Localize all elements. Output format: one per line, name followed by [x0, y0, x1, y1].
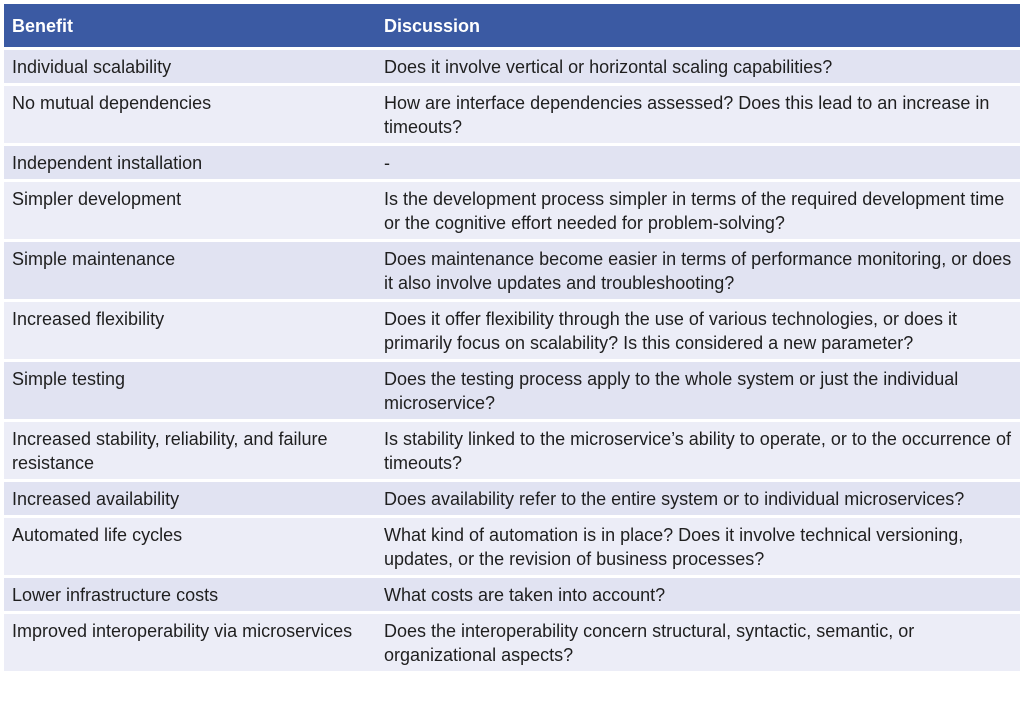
discussion-cell: Does the testing process apply to the whole system or just the individual microservice? — [384, 369, 959, 413]
table-row — [4, 362, 1020, 422]
benefit-cell: Increased stability, reliability, and failure resistance — [12, 429, 328, 473]
table-row — [4, 578, 1020, 614]
discussion-cell: Does availability refer to the entire system or to individual microservices? — [384, 489, 965, 509]
discussion-cell: Does it offer flexibility through the use of various technologies, or does it primarily focus on scalability? Is this considered a new parameter? — [384, 309, 957, 353]
table-row — [4, 146, 1020, 182]
discussion-cell: What costs are taken into account? — [384, 585, 666, 605]
discussion-cell: What kind of automation is in place? Does it involve technical versioning, updates, or the revision of business processes? — [384, 525, 964, 569]
table-row — [4, 86, 1020, 146]
benefit-cell: Independent installation — [12, 153, 203, 173]
discussion-cell: Does maintenance become easier in terms of performance monitoring, or does it also involve updates and troubleshooting? — [384, 249, 1012, 293]
discussion-cell: Is stability linked to the microservice’s ability to operate, or to the occurrence of timeouts? — [384, 429, 1011, 473]
table-row — [4, 422, 1020, 482]
table-row — [4, 302, 1020, 362]
header-discussion: Discussion — [384, 15, 481, 36]
benefit-cell: Increased availability — [12, 489, 180, 509]
table-row — [4, 482, 1020, 518]
discussion-cell: Does it involve vertical or horizontal scaling capabilities? — [384, 57, 833, 77]
benefit-cell: No mutual dependencies — [12, 93, 212, 113]
benefit-cell: Automated life cycles — [12, 525, 183, 545]
benefit-cell: Simple maintenance — [12, 249, 176, 269]
header-benefit: Benefit — [12, 15, 74, 36]
table-row — [4, 242, 1020, 302]
discussion-cell: How are interface dependencies assessed? Does this lead to an increase in timeouts? — [384, 93, 990, 137]
benefit-cell: Increased flexibility — [12, 309, 165, 329]
table-row — [4, 50, 1020, 86]
benefit-cell: Simpler development — [12, 189, 182, 209]
benefit-cell: Individual scalability — [12, 57, 172, 77]
benefit-cell: Simple testing — [12, 369, 126, 389]
benefit-cell: Improved interoperability via microservices — [12, 621, 353, 641]
table-row — [4, 518, 1020, 578]
discussion-cell: Does the interoperability concern structural, syntactic, semantic, or organizational aspects? — [384, 621, 915, 665]
table-row — [4, 614, 1020, 674]
discussion-cell: Is the development process simpler in terms of the required development time or the cognitive effort needed for problem-solving? — [384, 189, 1005, 233]
table-row — [4, 182, 1020, 242]
table-header-row — [4, 4, 1020, 50]
benefits-table — [4, 4, 1020, 674]
benefit-cell: Lower infrastructure costs — [12, 585, 219, 605]
discussion-cell: - — [384, 153, 390, 173]
